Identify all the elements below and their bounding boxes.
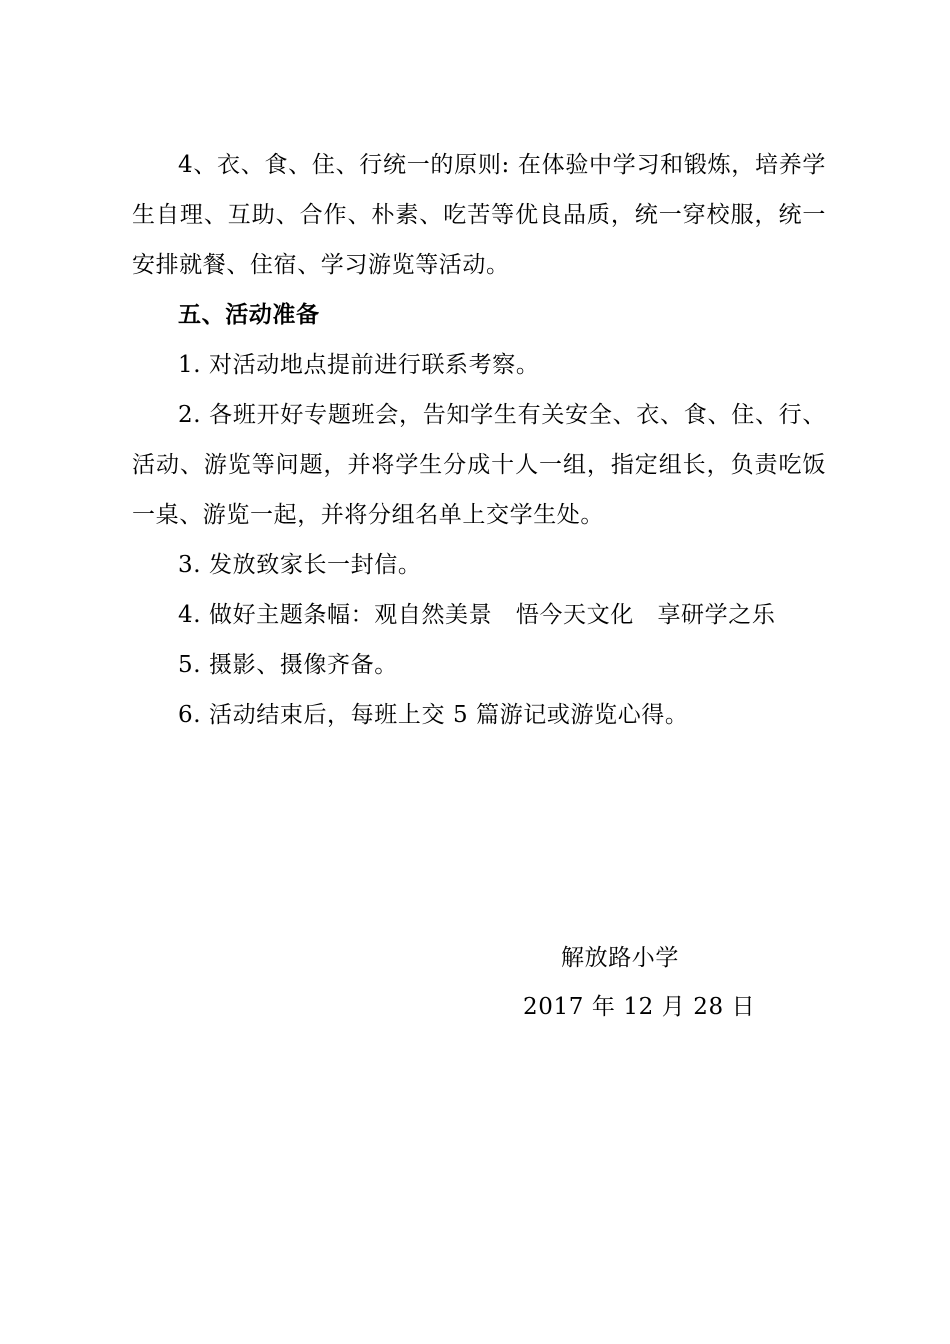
list-item: 5. 摄影、摄像齐备。 bbox=[178, 652, 398, 678]
document-body bbox=[132, 140, 826, 740]
principle-paragraph: 4、衣、食、住、行统一的原则: 在体验中学习和锻炼，培养学生自理、互助、合作、朴素、吃苦等优良品质，统一穿校服，统一安排就餐、住宿、学习游览等活动。 bbox=[132, 152, 826, 278]
list-item: 4. 做好主题条幅：观自然美景 悟今天文化 享研学之乐 bbox=[178, 602, 776, 628]
signature-school bbox=[561, 933, 679, 983]
date-text: 2017 年 12 月 28 日 bbox=[523, 994, 756, 1020]
section-heading: 五、活动准备 bbox=[178, 302, 320, 328]
school-name: 解放路小学 bbox=[561, 945, 679, 971]
list-item: 6. 活动结束后，每班上交 5 篇游记或游览心得。 bbox=[178, 702, 689, 728]
list-item: 2. 各班开好专题班会，告知学生有关安全、衣、食、住、行、活动、游览等问题，并将学生分成十人一组，指定组长，负责吃饭一桌、游览一起，并将分组名单上交学生处。 bbox=[132, 402, 826, 528]
list-item: 1. 对活动地点提前进行联系考察。 bbox=[178, 352, 540, 378]
signature-date bbox=[523, 982, 755, 1032]
list-item: 3. 发放致家长一封信。 bbox=[178, 552, 422, 578]
